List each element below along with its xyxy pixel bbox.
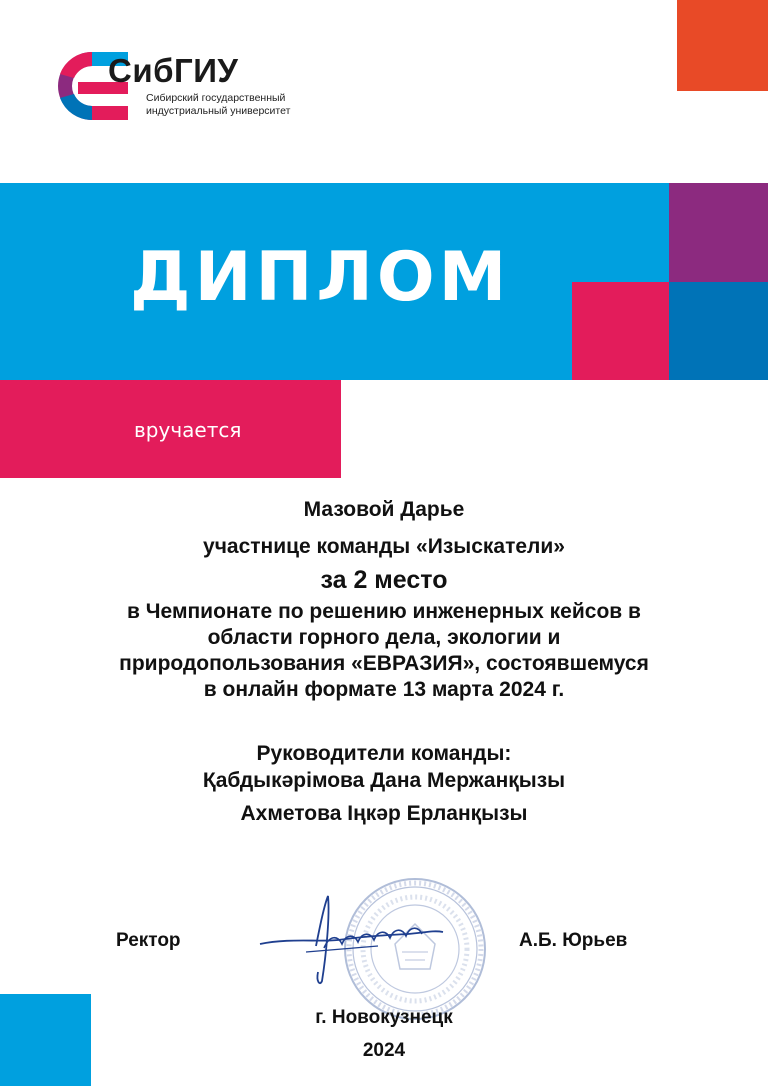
- logo-subtitle: [146, 92, 290, 118]
- logo-brand-text: СибГИУ: [108, 52, 239, 89]
- leader-name: Ахметова Іңкәр Ерланқызы: [240, 802, 528, 825]
- award-description: [0, 599, 768, 703]
- description-line: в Чемпионате по решению инженерных кейсов в: [127, 600, 641, 623]
- description-line: области горного дела, экологии и: [207, 626, 561, 649]
- rector-label: Ректор: [116, 930, 181, 951]
- award-place: за 2 место: [320, 566, 448, 594]
- purple-square: [669, 183, 768, 282]
- logo-subtitle-line-2: индустриальный университет: [146, 105, 291, 117]
- rector-name: А.Б. Юрьев: [519, 930, 628, 951]
- logo-subtitle-line-1: Сибирский государственный: [146, 92, 286, 104]
- leaders-heading: Руководители команды:: [256, 742, 512, 765]
- description-line: природопользования «ЕВРАЗИЯ», состоявшемуся: [119, 652, 649, 675]
- city-label: г. Новокузнецк: [315, 1007, 453, 1028]
- description-line: в онлайн формате 13 марта 2024 г.: [203, 678, 565, 701]
- recipient-role: участнице команды «Изыскатели»: [203, 535, 565, 558]
- diploma-title: ДИПЛОМ: [130, 238, 511, 317]
- pink-square: [572, 282, 669, 380]
- leader-name: Қабдыкәрімова Дана Мержанқызы: [202, 769, 566, 792]
- orange-corner-square: [677, 0, 768, 91]
- rector-signature: [258, 886, 448, 996]
- awarded-label: вручается: [134, 418, 242, 442]
- dark-blue-square: [669, 282, 768, 380]
- year-label: 2024: [362, 1040, 406, 1061]
- recipient-name: Мазовой Дарье: [303, 498, 465, 521]
